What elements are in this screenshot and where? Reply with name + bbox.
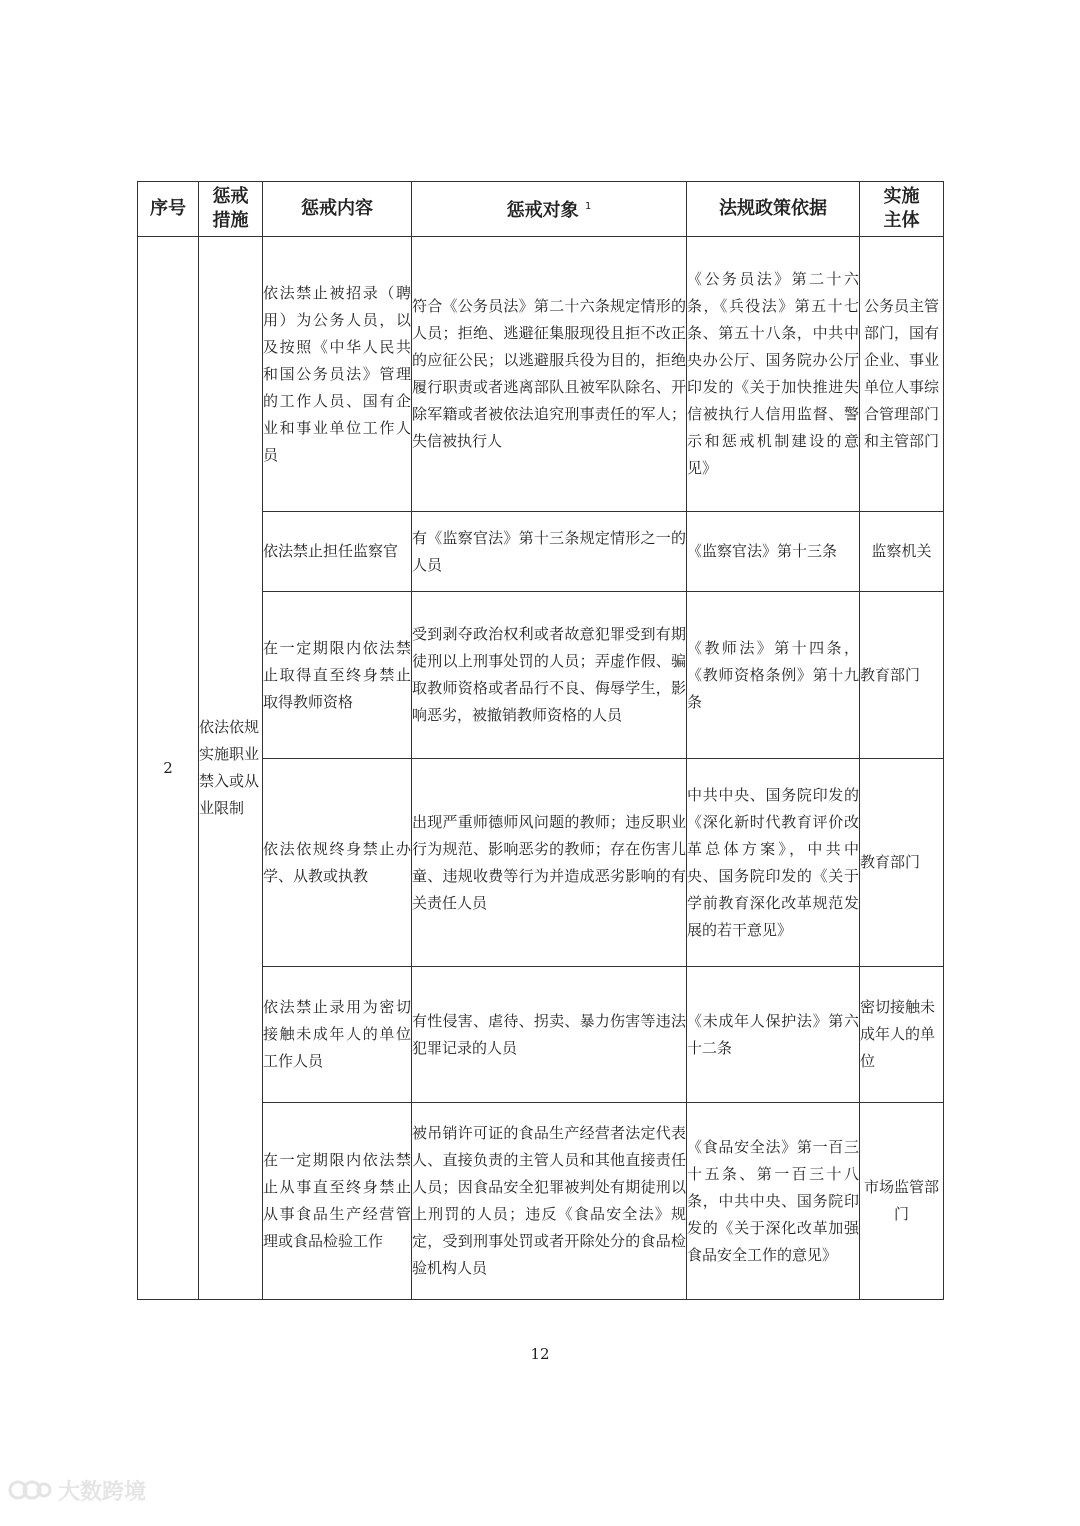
header-seq: 序号 <box>138 182 199 237</box>
subject-cell: 监察机关 <box>860 512 944 592</box>
content-cell: 在一定期限内依法禁止从事直至终身禁止从事食品生产经营管理或食品检验工作 <box>263 1103 412 1300</box>
subject-cell: 密切接触未成年人的单位 <box>860 967 944 1103</box>
basis-cell: 《公务员法》第二十六条，《兵役法》第五十七条、第五十八条，中共中央办公厅、国务院办公厅印发的《关于加快推进失信被执行人信用监督、警示和惩戒机制建设的意见》 <box>687 237 860 512</box>
subject-cell: 教育部门 <box>860 759 944 967</box>
content-cell: 依法禁止录用为密切接触未成年人的单位工作人员 <box>263 967 412 1103</box>
table-header-row <box>138 182 944 237</box>
content-cell: 依法禁止担任监察官 <box>263 512 412 592</box>
subject-cell: 公务员主管部门，国有企业、事业单位人事综合管理部门和主管部门 <box>860 237 944 512</box>
header-subject: 实施 主体 <box>860 182 944 237</box>
table-row <box>138 237 944 512</box>
target-cell: 符合《公务员法》第二十六条规定情形的人员；拒绝、逃避征集服现役且拒不改正的应征公民；以逃避服兵役为目的，拒绝履行职责或者逃离部队且被军队除名、开除军籍或者被依法追究刑事责任的军人；失信被执行人 <box>412 237 687 512</box>
subject-cell: 市场监管部门 <box>860 1103 944 1300</box>
basis-cell: 中共中央、国务院印发的《深化新时代教育评价改革总体方案》，中共中央、国务院印发的《关于学前教育深化改革规范发展的若干意见》 <box>687 759 860 967</box>
watermark <box>8 1470 146 1510</box>
content-cell: 在一定期限内依法禁止取得直至终身禁止取得教师资格 <box>263 592 412 759</box>
target-cell: 受到剥夺政治权利或者故意犯罪受到有期徒刑以上刑事处罚的人员；弄虚作假、骗取教师资格或者品行不良、侮辱学生，影响恶劣，被撤销教师资格的人员 <box>412 592 687 759</box>
basis-cell: 《教师法》第十四条，《教师资格条例》第十九条 <box>687 592 860 759</box>
target-cell: 有性侵害、虐待、拐卖、暴力伤害等违法犯罪记录的人员 <box>412 967 687 1103</box>
header-basis: 法规政策依据 <box>687 182 860 237</box>
punishment-table <box>137 181 944 1300</box>
content-cell: 依法禁止被招录（聘用）为公务人员，以及按照《中华人民共和国公务员法》管理的工作人员、国有企业和事业单位工作人员 <box>263 237 412 512</box>
header-content: 惩戒内容 <box>263 182 412 237</box>
footnote-marker: 1 <box>584 201 592 212</box>
content-cell: 依法依规终身禁止办学、从教或执教 <box>263 759 412 967</box>
header-target: 惩戒对象 $^1$ <box>412 182 687 237</box>
header-measure: 惩戒 措施 <box>199 182 263 237</box>
target-cell: 有《监察官法》第十三条规定情形之一的人员 <box>412 512 687 592</box>
basis-cell: 《未成年人保护法》第六十二条 <box>687 967 860 1103</box>
brand-logo-icon <box>8 1475 52 1505</box>
subject-cell: 教育部门 <box>860 592 944 759</box>
seq-cell: 2 <box>138 237 199 1300</box>
page-number: 12 <box>530 1345 550 1363</box>
watermark-text: 大数跨境 <box>58 1479 147 1505</box>
target-cell: 被吊销许可证的食品生产经营者法定代表人、直接负责的主管人员和其他直接责任人员；因食品安全犯罪被判处有期徒刑以上刑罚的人员；违反《食品安全法》规定，受到刑事处罚或者开除处分的食品检验机构人员 <box>412 1103 687 1300</box>
measure-cell: 依法依规实施职业禁入或从业限制 <box>199 237 263 1300</box>
basis-cell: 《监察官法》第十三条 <box>687 512 860 592</box>
target-cell: 出现严重师德师风问题的教师；违反职业行为规范、影响恶劣的教师；存在伤害儿童、违规收费等行为并造成恶劣影响的有关责任人员 <box>412 759 687 967</box>
basis-cell: 《食品安全法》第一百三十五条、第一百三十八条，中共中央、国务院印发的《关于深化改革加强食品安全工作的意见》 <box>687 1103 860 1300</box>
